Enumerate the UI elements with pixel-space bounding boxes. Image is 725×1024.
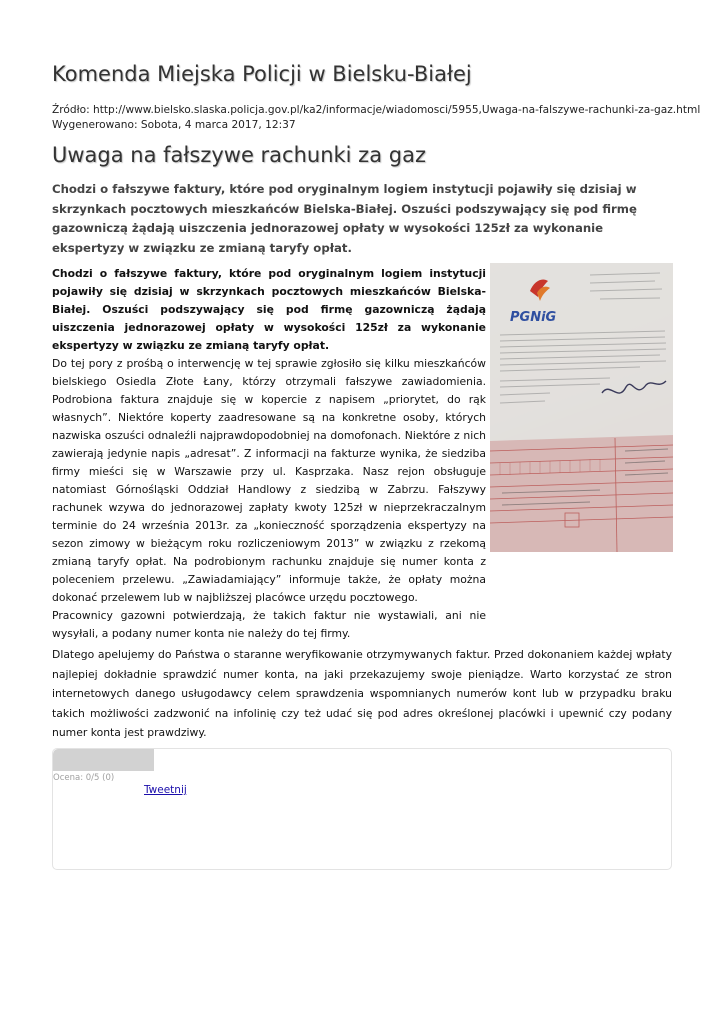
article-paragraph-2: Pracownicy gazowni potwierdzają, że takich faktur nie wystawiali, ani nie wysyłali, a podany numer konta nie należy do tej firmy.	[52, 609, 486, 640]
invoice-photo	[490, 263, 673, 552]
article-lead: Chodzi o fałszywe faktury, które pod oryginalnym logiem instytucji pojawiły się dzisiaj w skrzynkach pocztowych mieszkańców Bielska-Białej. Oszuści podszywający się pod firmę gazowniczą żądają uiszczenia jednorazowej opłaty w wysokości 125zł za wykonanie ekspertyzy w związku ze zmianą taryfy opłat.	[52, 182, 637, 255]
source-line: Źródło: http://www.bielsko.slaska.policja.gov.pl/ka2/informacje/wiadomosci/5955,Uwaga-na-falszywe-rachunki-za-gaz.html	[52, 104, 701, 116]
site-title: Komenda Miejska Policji w Bielsku-Białej	[52, 62, 472, 86]
generated-line: Wygenerowano: Sobota, 4 marca 2017, 12:37	[52, 119, 296, 131]
article-intro-bold: Chodzi o fałszywe faktury, które pod oryginalnym logiem instytucji pojawiły się dzisiaj w skrzynkach pocztowych mieszkańców Bielska-Białej. Oszuści podszywający się pod firmę gazowniczą żądają uiszczenia jednorazowej opłaty w wysokości 125zł za wykonanie ekspertyzy w związku ze zmianą taryfy opłat.	[52, 267, 486, 352]
tweet-link[interactable]: Tweetnij	[144, 784, 187, 796]
invoice-photo-drawing	[490, 263, 673, 552]
article-title: Uwaga na fałszywe rachunki za gaz	[52, 143, 426, 167]
article-body	[52, 265, 486, 643]
rating-stars-bar[interactable]	[53, 749, 154, 771]
article-paragraph-3: Dlatego apelujemy do Państwa o staranne weryfikowanie otrzymywanych faktur. Przed dokonaniem każdej wpłaty najlepiej dokładnie sprawdzić numer konta, na jaki przekazujemy swoje pieniądze. Warto korzystać ze stron internetowych danego usługodawcy celem sprawdzenia wspomnianych numerów kont lub w przypadku braku takich możliwości zadzwonić na infolinię czy też udać się pod adres określonej placówki i upewnić czy podany numer konta jest prawdziwy.	[52, 648, 672, 739]
rating-label: Ocena: 0/5 (0)	[53, 773, 115, 783]
rating-box	[52, 748, 672, 870]
photo-logo-text: PGNiG	[510, 310, 557, 325]
article-paragraph-1: Do tej pory z prośbą o interwencję w tej sprawie zgłosiło się kilku mieszkańców bielskiego Osiedla Złote Łany, którzy otrzymali fałszywe zawiadomienia. Podrobiona faktura znajduje się w kopercie z napisem „priorytet, do rąk własnych”. Niektóre koperty zaadresowane są na konkretne osoby, których nazwiska oszuści odnaleźli najprawdopodobniej na domofonach. Niektóre z nich zawierają jedynie napis „adresat”. Z informacji na fakturze wynika, że siedziba firmy mieści się w Warszawie przy ul. Kasprzaka. Nasz rejon obsługuje natomiast Górnośląski Oddział Handlowy z siedzibą w Zabrzu. Fałszywy rachunek wzywa do jednorazowej zapłaty kwoty 125zł w nieprzekraczalnym terminie do 24 września 2013r. za „konieczność sporządzenia ekspertyzy na sezon zimowy w bieżącym roku rozliczeniowym 2013” w związku z rzekomą zmianą taryfy opłat. Na podrobionym rachunku znajduje się numer konta z poleceniem przelewu. „Zawiadamiający” informuje także, że opłaty można dokonać przelewem lub w najbliższej placówce urzędu pocztowego.	[52, 357, 486, 604]
document-meta	[52, 103, 700, 133]
